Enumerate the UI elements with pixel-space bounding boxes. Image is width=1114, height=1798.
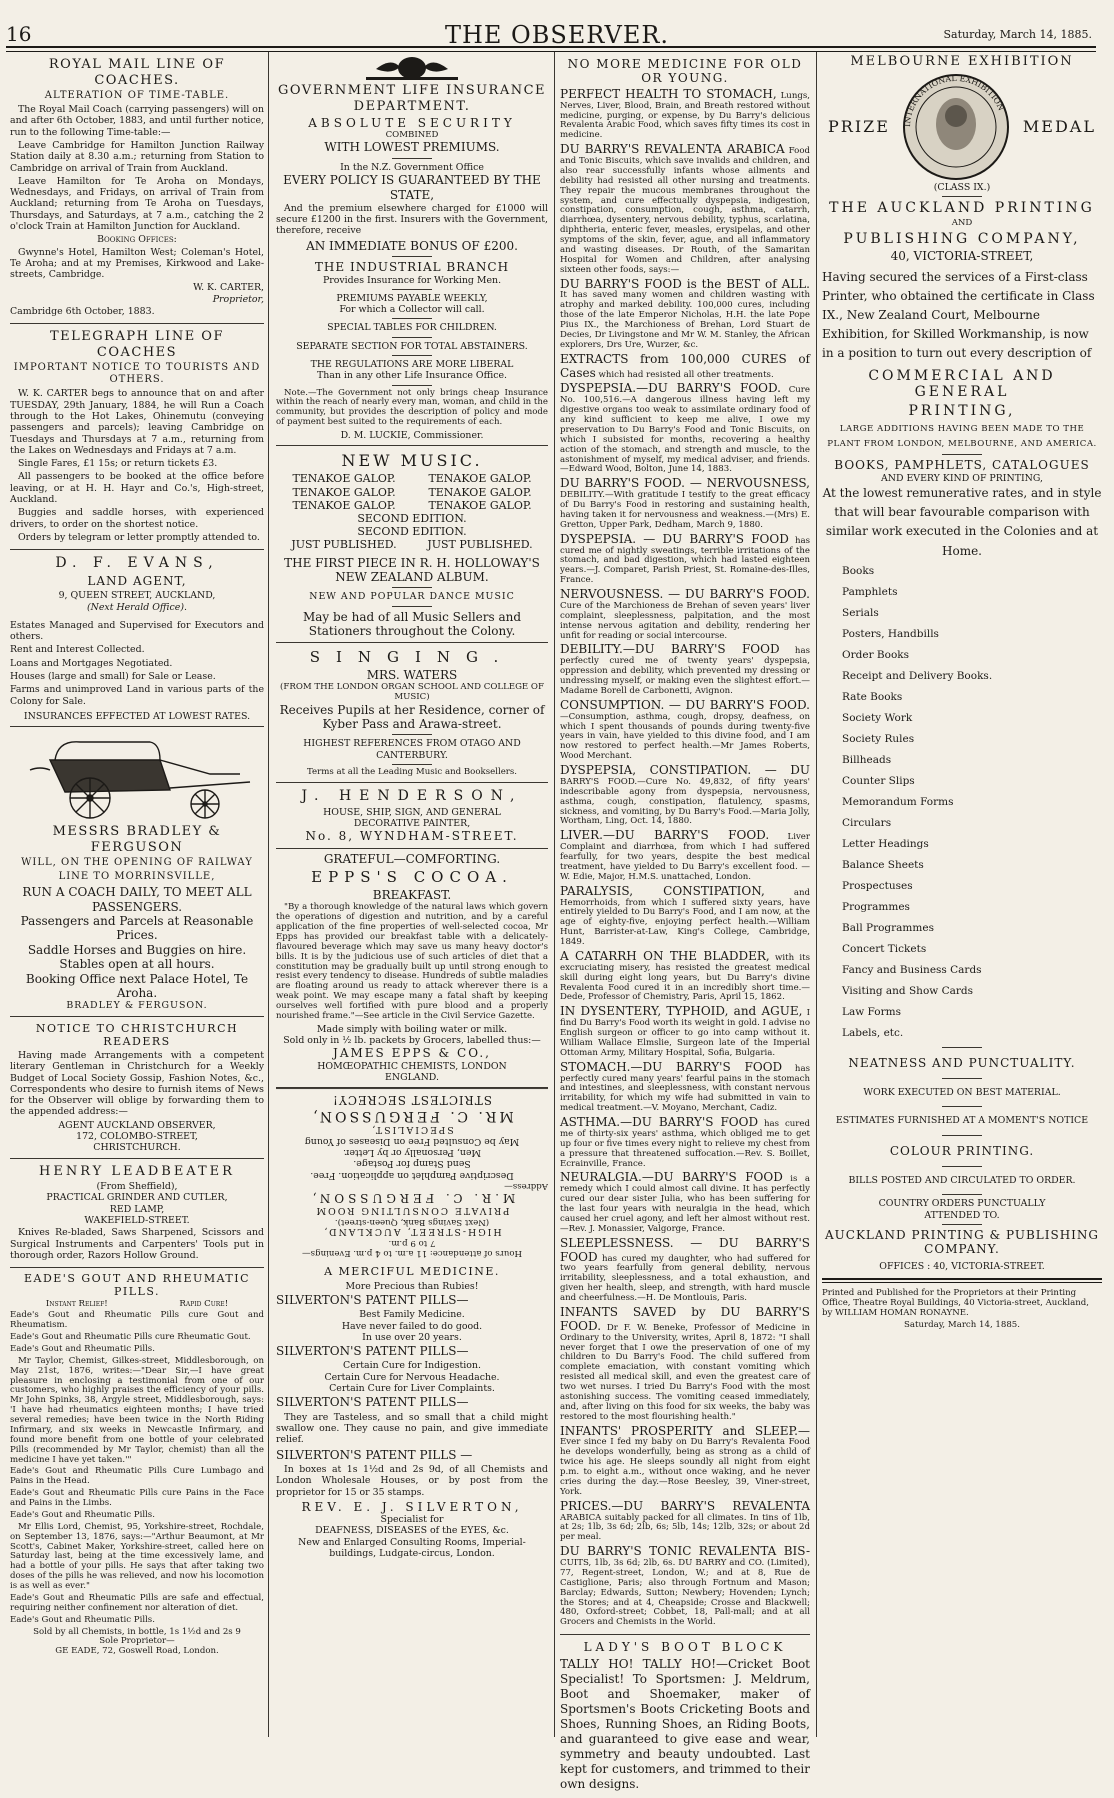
signature: W. K. CARTER, <box>193 282 264 294</box>
company-address: 40, VICTORIA-STREET, <box>890 249 1034 264</box>
line: ENGLAND. <box>385 1072 439 1084</box>
testimonial-heading: PERFECT HEALTH TO STOMACH, <box>560 86 777 101</box>
ad-heading: EADE'S GOUT AND RHEUMATIC PILLS. <box>23 1272 251 1298</box>
line: Eade's Gout and Rheumatic Pills are safe and effectual, requiring neither confinement nor alteration of diet. <box>10 1592 264 1613</box>
prize-medal-row <box>822 72 1102 182</box>
line: RED LAMP, <box>109 1203 165 1215</box>
signature: D. M. LUCKIE, Commissioner. <box>340 430 484 441</box>
footer-line: INSURANCES EFFECTED AT LOWEST RATES. <box>23 710 251 722</box>
services-list <box>822 561 1102 1044</box>
list-item: Ball Programmes <box>842 921 934 934</box>
ad-heading: ROYAL MAIL LINE OF COACHES. <box>48 57 226 88</box>
prize-medal-icon <box>901 72 1011 182</box>
paragraph: Mr Ellis Lord, Chemist, 95, Yorkshire-street, Rochdale, on September 13, 1876, says:—"Arthur Beaumont, at Mr Scott's, Cabinet Maker, Yorkshire-street, called here on Saturday last, being at the time excessively lame, and had a bottle of your pills. He says that after taking two doses of the pills he was relieved, and now his locomotion is as well as ever." <box>10 1521 264 1592</box>
line: For which a Collector will call. <box>339 304 485 316</box>
testimonial-text: CUITS, 1lb, 3s 6d; 2lb, 6s. DU BARRY and CO. (Limited), 77, Regent-street, London, W.; and at 8, Rue de Castiglione, Paris; also through Fortnum and Mason; Barclay; Edwards, Sutton; Newbery; Hovenden; Lynch; the Stores; and at 4, Cheapside; Crosse and Blackwell; 480, Oxford-street; Cobbet, 18, Pall-mall; and at all Grocers and Chemists in the World. <box>560 1558 810 1628</box>
list-item: Posters, Handbills <box>842 627 939 640</box>
testimonial-item <box>560 1116 810 1169</box>
line: MR. C. FERGUSSON, <box>310 1108 514 1125</box>
ad-subheading: LAND AGENT, <box>87 573 187 588</box>
testimonial-heading: DU BARRY'S TONIC REVALENTA BIS- <box>560 1544 810 1559</box>
galop-row: TENAKOE GALOP. TENAKOE GALOP. <box>292 472 532 486</box>
testimonial-item <box>560 1237 810 1304</box>
paragraph: They are Tasteless, and so small that a child might swallow one. They cause no pain, and give immediate relief. <box>276 1411 548 1446</box>
ad-bradley-ferguson <box>10 727 264 1017</box>
paragraph: Having secured the services of a First-class Printer, who obtained the certificate in Class IX., New Zealand Court, Melbourne Exhibition, for Skilled Workmanship, is now in a position to turn out every description of <box>822 269 1095 361</box>
line: Passengers and Parcels at Reasonable Prices. <box>20 914 254 943</box>
ad-subheading: ALTERATION OF TIME-TABLE. <box>44 90 230 102</box>
imprint-date: Saturday, March 14, 1885. <box>903 1319 1021 1330</box>
ad-royal-mail <box>10 52 264 324</box>
line: Best Family Medicine. <box>359 1309 465 1321</box>
line: Terms at all the Leading Music and Booksellers. <box>306 766 518 777</box>
bills-line: BILLS POSTED AND CIRCULATED TO ORDER. <box>848 1175 1076 1187</box>
line: EVERY POLICY IS GUARANTEED BY THE STATE, <box>283 173 541 202</box>
paragraph: In boxes at 1s 1½d and 2s 9d, of all Chemists and London Wholesale Houses, or by post from the proprietor for 15 or 35 stamps. <box>276 1463 548 1498</box>
testimonial-heading: ASTHMA.—DU BARRY'S FOOD <box>560 1115 759 1130</box>
testimonial-heading: DEBILITY.—DU BARRY'S FOOD <box>560 642 780 657</box>
line: MRS. WATERS <box>366 668 458 683</box>
du-barry-testimonials <box>560 88 810 1628</box>
line: Eade's Gout and Rheumatic Pills. <box>10 1343 155 1354</box>
carriage-engraving <box>10 730 264 822</box>
ad-subheading: BREAKFAST. <box>372 887 452 902</box>
ad-subheading: IMPORTANT NOTICE TO TOURISTS AND OTHERS. <box>13 362 261 386</box>
line: SILVERTON'S PATENT PILLS— <box>276 1344 469 1359</box>
address: 172, COLOMBO-STREET, <box>76 1131 198 1143</box>
testimonial-heading: DU BARRY'S FOOD. — NERVOUSNESS, <box>560 476 810 491</box>
list-item: Prospectuses <box>842 879 913 892</box>
column-rule <box>816 52 817 1737</box>
list-item: Fancy and Business Cards <box>842 963 982 976</box>
paragraph: Leave Cambridge for Hamilton Junction Railway Station daily at 8.30 a.m.; returning from Station to Cambridge on arrival of Train from Auckland. <box>10 140 264 174</box>
ad-heading: GOVERNMENT LIFE INSURANCE DEPARTMENT. <box>277 83 547 114</box>
line: (From Sheffield), <box>96 1181 178 1193</box>
testimonial-heading: DU BARRY'S FOOD is the BEST of ALL. <box>560 276 810 291</box>
testimonial-text: Cure No. 100,516.—A dangerous illness having left my digestive organs too weak to assimilate ordinary food of any kind sufficient to keep me alive, I owe my preservation to Du Barry's Food and Tonic Biscuits, on which I subsisted for months, recovering a healthy action of the stomach, and strength and muscle, to the astonishment of myself, my medical adviser, and friends.—Edward Wood, Bolton, June 14, 1883. <box>560 385 810 475</box>
testimonial-text: ARABICA suitably packed for all climates. In tins of 1lb, at 2s; 1lb, 3s 6d; 2lb, 6s; 5lb, 14s; 12lb, 32s; or about 2d per meal. <box>560 1512 810 1543</box>
paragraph: Single Fares, £1 15s; or return tickets £3. <box>18 458 218 470</box>
printing-heading: PRINTING, <box>908 403 1016 420</box>
testimonial-heading: INFANTS SAVED by DU BARRY'S FOOD. <box>560 1304 810 1333</box>
medal-inscription: INTERNATIONAL EXHIBITION <box>903 73 1007 127</box>
ad-silverton-pills <box>276 1260 548 1563</box>
paragraph: And the premium elsewhere charged for £1000 will secure £1200 in the first. Insurers with the Government, therefore, receive <box>276 202 548 237</box>
testimonial-heading: DYSPEPSIA, CONSTIPATION. — DU <box>560 763 810 778</box>
line: WILL, ON THE OPENING OF RAILWAY <box>21 857 253 869</box>
line: Provides Insurance for Working Men. <box>322 274 502 286</box>
ad-telegraph-coaches <box>10 324 264 550</box>
list-item: Receipt and Delivery Books. <box>842 669 993 682</box>
line: LINE TO MORRINSVILLE, <box>58 871 216 883</box>
line: Men, Personally or by Letter. <box>342 1147 482 1159</box>
testimonial-item <box>560 533 810 586</box>
testimonial-text: I find Du Barry's Food worth its weight in gold. I advise no English surgeon or officer to go into camp without it. William Wallace Elmslie, Surgeon late of the Imperial Ottoman Army, Military Hospital, Sofia, Bulgaria. <box>560 1008 810 1058</box>
line: Hours of attendance: 11 a.m. to 4 p.m. Evenings— <box>302 1248 522 1259</box>
testimonial-item <box>560 1500 810 1544</box>
testimonial-text: Ever since I fed my baby on Du Barry's Revalenta Food he develops wonderfully, being as strong as a child of twice his age. He sleeps soundly all night from eight p.m. to eight a.m., without once waking, and he never cries during the day.—Rose Beesley, 39, Viner-street, York. <box>560 1437 810 1497</box>
line: May be Consulted Free on Diseases of Young <box>304 1136 520 1148</box>
line: WAKEFIELD-STREET. <box>84 1215 190 1227</box>
testimonial-heading: PARALYSIS, CONSTIPATION, <box>560 883 765 898</box>
testimonial-heading: INFANTS' PROSPERITY and SLEEP.— <box>560 1423 810 1438</box>
line: Certain Cure for Nervous Headache. <box>324 1371 500 1383</box>
ad-heading: EPPS'S COCOA. <box>311 867 513 886</box>
ad-heading: TELEGRAPH LINE OF COACHES <box>49 329 224 360</box>
list-item: Pamphlets <box>842 585 898 598</box>
ad-epps-cocoa <box>276 849 548 1089</box>
list-item: Farms and unimproved Land in various parts of the Colony for Sale. <box>10 684 264 707</box>
list-item: Serials <box>842 606 879 619</box>
medal-label: MEDAL <box>1022 117 1096 136</box>
imprint: Printed and Published for the Proprietors at their Printing Office, Theatre Royal Buildings, 40 Victoria-street, Auckland, by WILLIAM HOMAN RONAYNE. <box>822 1287 1089 1318</box>
list-item: Society Rules <box>842 732 915 745</box>
neatness-line: NEATNESS AND PUNCTUALITY. <box>848 1055 1076 1070</box>
list-item: Estates Managed and Supervised for Executors and others. <box>10 619 264 643</box>
paragraph: LARGE ADDITIONS HAVING BEEN MADE TO THE PLANT FROM LONDON, MELBOURNE, AND AMERICA. <box>827 424 1097 449</box>
line: HOUSE, SHIP, SIGN, AND GENERAL <box>323 806 501 818</box>
line: RUN A COACH DAILY, TO MEET ALL PASSENGERS. <box>22 885 252 914</box>
line: AN IMMEDIATE BONUS OF £200. <box>306 238 518 253</box>
testimonial-item <box>560 1005 810 1058</box>
edition-row: SECOND EDITION. <box>357 525 467 539</box>
column-4 <box>822 52 1102 1737</box>
testimonial-item <box>560 829 810 882</box>
list-item: Memorandum Forms <box>842 795 954 808</box>
line: WITH LOWEST PREMIUMS. <box>324 140 500 155</box>
testimonial-text: Cure of the Marchioness de Brehan of seven years' liver complaint, sleeplessness, palpitation, and the most intense nervous agitation and debility, rendering her unfit for reading or social intercourse. <box>560 600 810 641</box>
company-footer: AUCKLAND PRINTING & PUBLISHING COMPANY. <box>824 1227 1099 1257</box>
ad-heading: A MERCIFUL MEDICINE. <box>324 1265 500 1279</box>
line: New and Enlarged Consulting Rooms, Imperial-buildings, Ludgate-circus, London. <box>298 1536 526 1560</box>
and-label: AND <box>951 217 973 228</box>
testimonial-text: and Hemorrhoids, from which I suffered sixty years, have entirely yielded to Du Barry's Food, and I am now, at the age of eighty-five, enjoying perfect health.—William Hunt, Barrister-at-Law, King's College, Cambridge, 1849. <box>560 887 810 948</box>
material-line: WORK EXECUTED ON BEST MATERIAL. <box>863 1087 1061 1099</box>
line: PREMIUMS PAYABLE WEEKLY, <box>336 292 488 304</box>
testimonial-item <box>560 1306 810 1423</box>
ad-heading: MESSRS BRADLEY & FERGUSON <box>52 824 222 855</box>
list-item: Books <box>842 564 875 577</box>
paragraph: Knives Re-bladed, Saws Sharpened, Scissors and Surgical Instruments and Carpenters' Tools put in thorough order, Razors Hollow Ground. <box>10 1227 264 1261</box>
line: Booking Office next Palace Hotel, Te Aroha. <box>25 971 249 1001</box>
column-1 <box>10 52 264 1737</box>
line: SPECIALIST, <box>370 1124 454 1136</box>
testimonial-item <box>560 1425 810 1498</box>
testimonial-text: It has saved many women and children wasting with atrophy and marked debility. 100,000 cures, including those of the late Emperor Nicholas, H.H. the late Pope Pius IX., the Marchioness of Brehan, Lord Stuart de Decies, Dr Livingstone and Mr W. M. Stanley, the African explorers, Drs Ure, Wurzer, &c. <box>560 290 810 350</box>
line: Eade's Gout and Rheumatic Pills. <box>10 1614 155 1625</box>
signature: GE EADE, 72, Goswell Road, London. <box>55 1646 219 1657</box>
offices-line: OFFICES : 40, VICTORIA-STREET. <box>879 1260 1045 1272</box>
ad-heading: HENRY LEADBEATER <box>39 1163 235 1179</box>
city: CHRISTCHURCH. <box>93 1142 181 1154</box>
coat-of-arms-emblem <box>276 55 548 81</box>
ad-henderson <box>276 783 548 849</box>
list-item: Balance Sheets <box>842 858 924 871</box>
paragraph: Gwynne's Hotel, Hamilton West; Coleman's Hotel, Te Aroha; and at my Premises, Kirkwood and Lake-streets, Cambridge. <box>10 246 264 281</box>
testimonial-heading: LIVER.—DU BARRY'S FOOD. <box>560 828 770 843</box>
ad-du-barry <box>560 52 810 1635</box>
line: Eade's Gout and Rheumatic Pills cure Gout and Rheumatism. <box>10 1310 264 1331</box>
line: M.R. C. FERGUSSON, <box>308 1191 516 1206</box>
slogan: Instant Relief! <box>45 1299 108 1310</box>
testimonial-text: DEBILITY.—With gratitude I testify to the great efficacy of Du Barry's Food in restoring and sustaining health, having taken it for nervousness and weakness.—(Mrs) E. Gretton, Upper Park, Dedham, March 9, 1880. <box>560 490 810 530</box>
testimonial-heading: A CATARRH ON THE BLADDER, <box>560 948 770 963</box>
testimonial-heading: DYSPEPSIA.—DU BARRY'S FOOD. <box>560 381 781 396</box>
line: Descriptive Pamphlet on application. Free. <box>310 1169 514 1181</box>
paragraph: Having made Arrangements with a competent literary Gentleman in Christchurch for a Weekly Budget of Local Society Gossip, Fashion Notes, &c., Correspondents who desire to furnish items of News for the Observer will oblige by forwarding them to the appended address:— <box>10 1050 264 1118</box>
ad-heading: SINGING. <box>309 648 515 667</box>
ad-heading: NEW MUSIC. <box>341 451 483 471</box>
list-item: Society Work <box>842 711 913 724</box>
line: PRIVATE CONSULTING ROOM <box>314 1205 510 1217</box>
estimates-line: ESTIMATES FURNISHED AT A MOMENT'S NOTICE <box>835 1115 1089 1127</box>
paragraph: Mr Taylor, Chemist, Gilkes-street, Middlesborough, on May 21st, 1876, writes:—"Dear Sir,—I have great pleasure in enclosing a testimonial from one of our customers, who highly praises the efficiency of your pills. Mr John Spinks, 38, Argyle street, Middlesborough, says: 'I have had rheumatics eighteen months; I have tried several remedies; have been twice in the North Riding Infirmary, and six weeks in Newcastle Infirmary, and found more benefit from one bottle of your celebrated Pills (recommended by Mr Taylor, chemist) than all the medicine I have yet taken.'" <box>10 1355 264 1465</box>
line: May be had of all Music Sellers and Stationers throughout the Colony. <box>302 609 522 639</box>
list-item: Order Books <box>842 648 910 661</box>
testimonial-heading: STOMACH.—DU BARRY'S FOOD <box>560 1059 783 1074</box>
line: SILVERTON'S PATENT PILLS— <box>276 1395 469 1410</box>
testimonial-text: —Consumption, asthma, cough, dropsy, deafness, on which I spent thousands of pounds during twenty-five years in vain, have yielded to this divine food, and I am now restored to perfect health.—Mr James Roberts, Wood Merchant. <box>560 711 810 762</box>
line: HIGH-STREET, AUCKLAND, <box>322 1226 502 1238</box>
line: Eade's Gout and Rheumatic Pills cure Pains in the Face and Pains in the Limbs. <box>10 1488 264 1509</box>
testimonial-heading: DYSPEPSIA. — DU BARRY'S FOOD <box>560 531 789 546</box>
paragraph: Buggies and saddle horses, with experienced drivers, to order on the shortest notice. <box>10 507 264 530</box>
list-item: Programmes <box>842 900 910 913</box>
line: In use over 20 years. <box>362 1331 462 1343</box>
testimonial-text: has perfectly cured many years' fearful pains in the stomach and intestines, and sleeplessness, with constant nervous irritability, for which my wife had submitted in vain to medical treatment.—V. Moyano, Merchant, Cadiz. <box>560 1063 810 1114</box>
slogan: Rapid Cure! <box>179 1299 229 1310</box>
paragraph: At the lowest remunerative rates, and in style that will bear favourable comparison with similar work executed in the Colonies and at Home. <box>822 485 1102 558</box>
testimonial-item <box>560 699 810 762</box>
paragraph: Leave Hamilton for Te Aroha on Mondays, Wednesdays, and Fridays, on arrival of Train from Auckland; returning from Te Aroha on Tuesdays, Thursdays, and Saturdays, at 7 a.m., catching the 2 o'clock Train at Hamilton Junction for Auckland. <box>10 175 264 232</box>
testimonial-text: Food and Tonic Biscuits, which save invalids and children, and also rear successfully infants whose ailments and debility had resisted all other nursing and treatments. They repair the mucous membranes throughout the system, and cure effectually dyspepsia, indigestion, constipation, consumption, cough, asthma, catarrh, diarrhœa, dysentery, nervous debility, typhus, scarlatina, diphtheria, enteric fever, measles, erysipelas, and other symptoms of the skin, fever, ague, and all inflammatory and wasting diseases. Dr Routh, of the Samaritan Hospital for Women and Children, after analysing sixteen other foods, says:— <box>560 146 810 275</box>
line: Certain Cure for Liver Complaints. <box>329 1383 495 1395</box>
line: SEPARATE SECTION FOR TOTAL ABSTAINERS. <box>296 340 528 352</box>
testimonial-item <box>560 885 810 948</box>
line: More Precious than Rubies! <box>345 1280 479 1292</box>
list-item: Counter Slips <box>842 774 915 787</box>
testimonial-heading: SLEEPLESSNESS. — DU BARRY'S FOOD <box>560 1235 810 1264</box>
line: NEW AND POPULAR DANCE MUSIC <box>309 591 515 603</box>
testimonial-item <box>560 643 810 696</box>
line: SILVERTON'S PATENT PILLS — <box>276 1447 473 1462</box>
line: Certain Cure for Indigestion. <box>343 1360 481 1372</box>
line: HOMŒOPATHIC CHEMISTS, LONDON <box>317 1060 507 1072</box>
paragraph: "By a thorough knowledge of the natural laws which govern the operations of digestion and nutrition, and by a careful application of the fine properties of well-selected cocoa, Mr Epps has provided our breakfast table with a delicately-flavoured beverage which may save us many heavy doctor's bills. It is by the judicious use of such articles of diet that a constitution may be gradually built up until strong enough to resist every tendency to disease. Hundreds of subtle maladies are floating around us ready to attack wherever there is a weak point. We may escape many a fatal shaft by keeping ourselves well fortified with pure blood and a properly nourished frame."—See article in the Civil Service Gazette. <box>276 902 548 1021</box>
line: DECORATIVE PAINTER, <box>353 817 471 829</box>
slogans <box>10 1300 264 1310</box>
edition-row: SECOND EDITION. <box>357 512 467 526</box>
dateline: Cambridge 6th October, 1883. <box>10 305 155 317</box>
line: Sole Proprietor— <box>99 1636 175 1647</box>
testimonial-item <box>560 1171 810 1234</box>
testimonial-text: BARRY'S FOOD.—Cure No. 49,832, of fifty years' indescribable agony from dyspepsia, nervousness, asthma, cough, constipation, flatulency, spasms, sickness, and vomiting, by Du Barry's Food.—Maria Jolly, Wortham, Ling, Oct. 14, 1880. <box>560 776 810 827</box>
list-item: Visiting and Show Cards <box>842 984 974 997</box>
column-rule <box>268 52 269 1737</box>
line: Than in any other Life Insurance Office. <box>316 370 508 382</box>
line: In the N.Z. Government Office <box>340 161 484 173</box>
testimonial-text: with its excruciating misery, has resisted the greatest medical skill during eight long years, but Du Barry's divine Revalenta Food cured it in an incredibly short time.—Dede, Professor of Chemistry, Paris, April 15, 1862. <box>560 952 810 1003</box>
paragraph: Orders by telegram or letter promptly attended to. <box>18 531 260 543</box>
line: THE REGULATIONS ARE MORE LIBERAL <box>310 358 514 370</box>
galop-row: TENAKOE GALOP. TENAKOE GALOP. <box>292 485 532 499</box>
line: COMBINED <box>385 129 439 140</box>
testimonial-heading: PRICES.—DU BARRY'S REVALENTA <box>560 1498 810 1513</box>
testimonial-item <box>560 950 810 1003</box>
line: Sold only in ½ lb. packets by Grocers, labelled thus:— <box>283 1035 541 1047</box>
testimonial-text: has cured me of thirty-six years' asthma, which obliged me to get up four or five times every night to relieve my chest from a pressure that threatened suffocation.—Rev. S. Boillet, Ecrainville, France. <box>560 1119 810 1169</box>
testimonial-text: Dr F. W. Beneke, Professor of Medicine in Ordinary to the University, writes, April 8, 1872: "I shall never forget that I owe the preservation of one of my children to Du Barry's Food. The child suffered from complete emaciation, with constant vomiting which resisted all medical skill, and even the greatest care of two wet nurses. I tried Du Barry's Food with the most astonishing success. The vomiting ceased immediately, and, after living on this food for six weeks, the baby was restored to the most flourishing health." <box>560 1322 810 1422</box>
line: PRACTICAL GRINDER AND CUTLER, <box>46 1192 228 1204</box>
line: Address— <box>504 1181 548 1192</box>
list-item: Rent and Interest Collected. <box>10 644 145 656</box>
line: Eade's Gout and Rheumatic Pills. <box>10 1509 155 1520</box>
list-item: Loans and Mortgages Negotiated. <box>10 657 173 669</box>
line: SILVERTON'S PATENT PILLS— <box>276 1292 469 1307</box>
masthead <box>0 0 1114 49</box>
testimonial-text: Lungs, Nerves, Liver, Blood, Brain, and Breath restored without medicine, purging, or expense, by Du Barry's delicious Revalenta Arabic Food, which saves fifty times its cost in medicine. <box>560 90 810 141</box>
line: Sold by all Chemists, in bottle, 1s 1½d and 2s 9 <box>33 1626 241 1637</box>
signature: BRADLEY & FERGUSON. <box>66 1000 208 1012</box>
newspaper-title: THE OBSERVER. <box>444 21 670 49</box>
galop-row: TENAKOE GALOP. TENAKOE GALOP. <box>292 498 532 512</box>
line: (FROM THE LONDON ORGAN SCHOOL AND COLLEGE OF MUSIC) <box>280 681 544 702</box>
testimonial-text: has cured me of nightly sweatings, terrible irritations of the stomach, and bad digestion, which had lasted eighteen years.—J. Comparet, Parish Priest, St. Romaine-des-Illes, France. <box>560 535 811 586</box>
testimonial-item <box>560 88 810 141</box>
ad-leadbeater <box>10 1159 264 1269</box>
testimonial-heading: NEURALGIA.—DU BARRY'S FOOD <box>560 1170 783 1185</box>
ad-christchurch-notice <box>10 1017 264 1159</box>
ad-boot-block <box>560 1635 810 1797</box>
line: Eade's Gout and Rheumatic Pills Cure Lumbago and Pains in the Head. <box>10 1466 264 1487</box>
colour-line: COLOUR PRINTING. <box>889 1143 1035 1158</box>
ad-fergusson-upside-down <box>276 1088 548 1260</box>
testimonial-heading: CONSUMPTION. — DU BARRY'S FOOD. <box>560 697 810 712</box>
list-item: Circulars <box>842 816 892 829</box>
signature-role: Proprietor, <box>212 293 264 305</box>
every-kind-line: AND EVERY KIND OF PRINTING, <box>880 472 1043 484</box>
list-item: Labels, etc. <box>842 1026 904 1039</box>
line: No. 8, WYNDHAM-STREET. <box>305 829 519 844</box>
testimonial-item <box>560 278 810 351</box>
class-label: (CLASS IX.) <box>933 181 991 193</box>
ad-heading: NOTICE TO CHRISTCHURCH READERS <box>35 1021 239 1048</box>
testimonial-heading: DU BARRY'S REVALENTA ARABICA <box>560 142 785 157</box>
list-item: Concert Tickets <box>842 942 927 955</box>
address: 9, QUEEN STREET, AUCKLAND, <box>58 590 216 602</box>
prize-label: PRIZE <box>828 117 890 136</box>
line: Send Stamp for Postage. <box>353 1158 471 1170</box>
testimonial-item <box>560 588 810 641</box>
page-number: 16 <box>6 22 32 46</box>
testimonial-item <box>560 1061 810 1114</box>
paragraph: All passengers to be booked at the office before leaving, or at H. H. Hayr and Co.'s, High-street, Auckland. <box>10 471 264 505</box>
ad-eades-pills <box>10 1268 264 1661</box>
testimonial-text: has perfectly cured me of twenty years' dyspepsia, oppression and debility, which prevented my dressing or undressing myself, or making even the slightest effort.—Madame Borell de Carbonetti, Avignon. <box>560 646 810 696</box>
agent: AGENT AUCKLAND OBSERVER, <box>58 1119 216 1131</box>
testimonial-item <box>560 353 810 381</box>
line: Saddle Horses and Buggies on hire. Stables open at all hours. <box>27 942 247 972</box>
paragraph: The Royal Mail Coach (carrying passengers) will on and after 6th October, 1883, and until further notice, run to the following Time-table:— <box>10 104 264 138</box>
note: (Next Herald Office). <box>87 601 187 613</box>
line: Receives Pupils at her Residence, corner of Kyber Pass and Arawa-street. <box>279 702 545 731</box>
printing-heading: COMMERCIAL AND GENERAL <box>868 367 1056 401</box>
exhibition-heading: MELBOURNE EXHIBITION <box>850 54 1074 69</box>
line: Eade's Gout and Rheumatic Pills cure Rheumatic Gout. <box>10 1332 251 1343</box>
list-item: Billheads <box>842 753 892 766</box>
paragraph: W. K. CARTER begs to announce that on and after TUESDAY, 29th January, 1884, he will Run a Coach through to the Hot Lakes, Ohinemutu (conveying passengers and parcels); leaving Cambridge on Tuesdays and Thursdays at 7 a.m., returning from the Lakes on Wednesdays and Fridays at 7 a.m. <box>10 388 264 456</box>
testimonial-heading: IN DYSENTERY, TYPHOID, and AGUE, <box>560 1004 803 1019</box>
paragraph: TALLY HO! TALLY HO!—Cricket Boot Specialist! To Sportsmen: J. Meldrum, Boot and Shoemaker, maker of Sportsmen's Boots Cricketing Boots and Shoes, Running Shoes, an Riding Boots, and guaranteed to give ease and wear, symmetry and beauty undoubted. Last kept for customers, and trimmed to their own designs. <box>560 1656 810 1791</box>
line: GRATEFUL—COMFORTING. <box>323 851 501 866</box>
line: Made simply with boiling water or milk. <box>316 1023 508 1035</box>
line: JAMES EPPS & CO., <box>333 1046 491 1061</box>
ad-heading: NO MORE MEDICINE FOR OLD OR YOUNG. <box>567 57 803 86</box>
line: THE INDUSTRIAL BRANCH <box>314 260 510 275</box>
ad-heading: J. HENDERSON, <box>301 787 523 804</box>
line: Have never failed to do good. <box>341 1320 483 1332</box>
list-item: Law Forms <box>842 1005 901 1018</box>
testimonial-item <box>560 143 810 275</box>
country-orders-line: COUNTRY ORDERS PUNCTUALLY <box>878 1198 1046 1210</box>
testimonial-item <box>560 764 810 827</box>
list-item: Houses (large and small) for Sale or Lease. <box>10 670 216 682</box>
booking-label: Booking Offices: <box>97 234 177 246</box>
testimonial-heading: EXTRACTS from 100,000 CURES of Cases <box>560 351 810 380</box>
line: THE FIRST PIECE IN R. H. HOLLOWAY'S NEW ZEALAND ALBUM. <box>284 555 540 584</box>
column-3 <box>560 52 811 1791</box>
line: STRICTEST SECRECY! <box>332 1093 492 1108</box>
ad-government-insurance <box>276 52 548 446</box>
signature: REV. E. J. SILVERTON, <box>301 1499 523 1514</box>
company-name-line2: PUBLISHING COMPANY, <box>843 230 1081 247</box>
line: SPECIAL TABLES FOR CHILDREN. <box>327 322 497 334</box>
line: HIGHEST REFERENCES FROM OTAGO AND CANTERBURY. <box>303 738 521 761</box>
issue-date: Saturday, March 14, 1885. <box>943 28 1092 41</box>
country-orders-line: ATTENDED TO. <box>924 1209 1000 1221</box>
ad-land-agent <box>10 550 264 727</box>
testimonial-text: is a remedy which I could almost call divine. It has perfectly cured our dear sister Julia, who has been suffering for the last four years with neuralgia in the head, which caused her cruel agony, and left her almost without rest.—Rev. J. Monassier, Valgorge, France. <box>560 1174 811 1234</box>
testimonial-text: which had resisted all other treatments. <box>598 369 774 380</box>
line: 7 to 9 p.m. <box>388 1238 436 1249</box>
testimonial-text: has cured my daughter, who had suffered for two years fearfully from general debility, nervous irritability, sleeplessness, and a total exhaustion, and given her health, sleep, and strength, with hard muscle and cheerfulness.—H. De Montlouis, Paris. <box>560 1253 810 1304</box>
paragraph: Note.—The Government not only brings cheap Insurance within the reach of nearly every man, woman, and child in the community, but provides the description of policy and mode of payment best suited to the requirements of each. <box>276 387 548 428</box>
ad-heading: LADY'S BOOT BLOCK <box>583 1640 787 1655</box>
books-line: BOOKS, PAMPHLETS, CATALOGUES <box>834 458 1090 473</box>
testimonial-item <box>560 477 810 530</box>
ad-singing <box>276 643 548 782</box>
list-item: Rate Books <box>842 690 903 703</box>
ad-heading: D. F. EVANS, <box>55 555 219 572</box>
line: DEAFNESS, DISEASES of the EYES, &c. <box>315 1525 509 1537</box>
testimonial-text: Liver Complaint and diarrhœa, from which I had suffered fearfully, for two years, despite the best medical treatment, have yielded to Du Barry's excellent food. — W. Edie, Major, H.M.S. unattached, London. <box>560 832 811 882</box>
list-item: Letter Headings <box>842 837 929 850</box>
testimonial-item <box>560 1545 810 1628</box>
column-rule <box>554 52 555 1737</box>
line: ABSOLUTE SECURITY <box>308 116 516 131</box>
testimonial-item <box>560 382 810 475</box>
testimonial-heading: NERVOUSNESS. — DU BARRY'S FOOD. <box>560 587 810 602</box>
line: (Next Savings Bank, Queen-street). <box>334 1217 490 1228</box>
column-2 <box>276 52 548 1737</box>
ad-new-music <box>276 446 548 643</box>
published-row: JUST PUBLISHED. JUST PUBLISHED. <box>291 538 533 552</box>
line: Specialist for <box>380 1514 444 1526</box>
company-name-line1: THE AUCKLAND PRINTING <box>829 199 1095 216</box>
